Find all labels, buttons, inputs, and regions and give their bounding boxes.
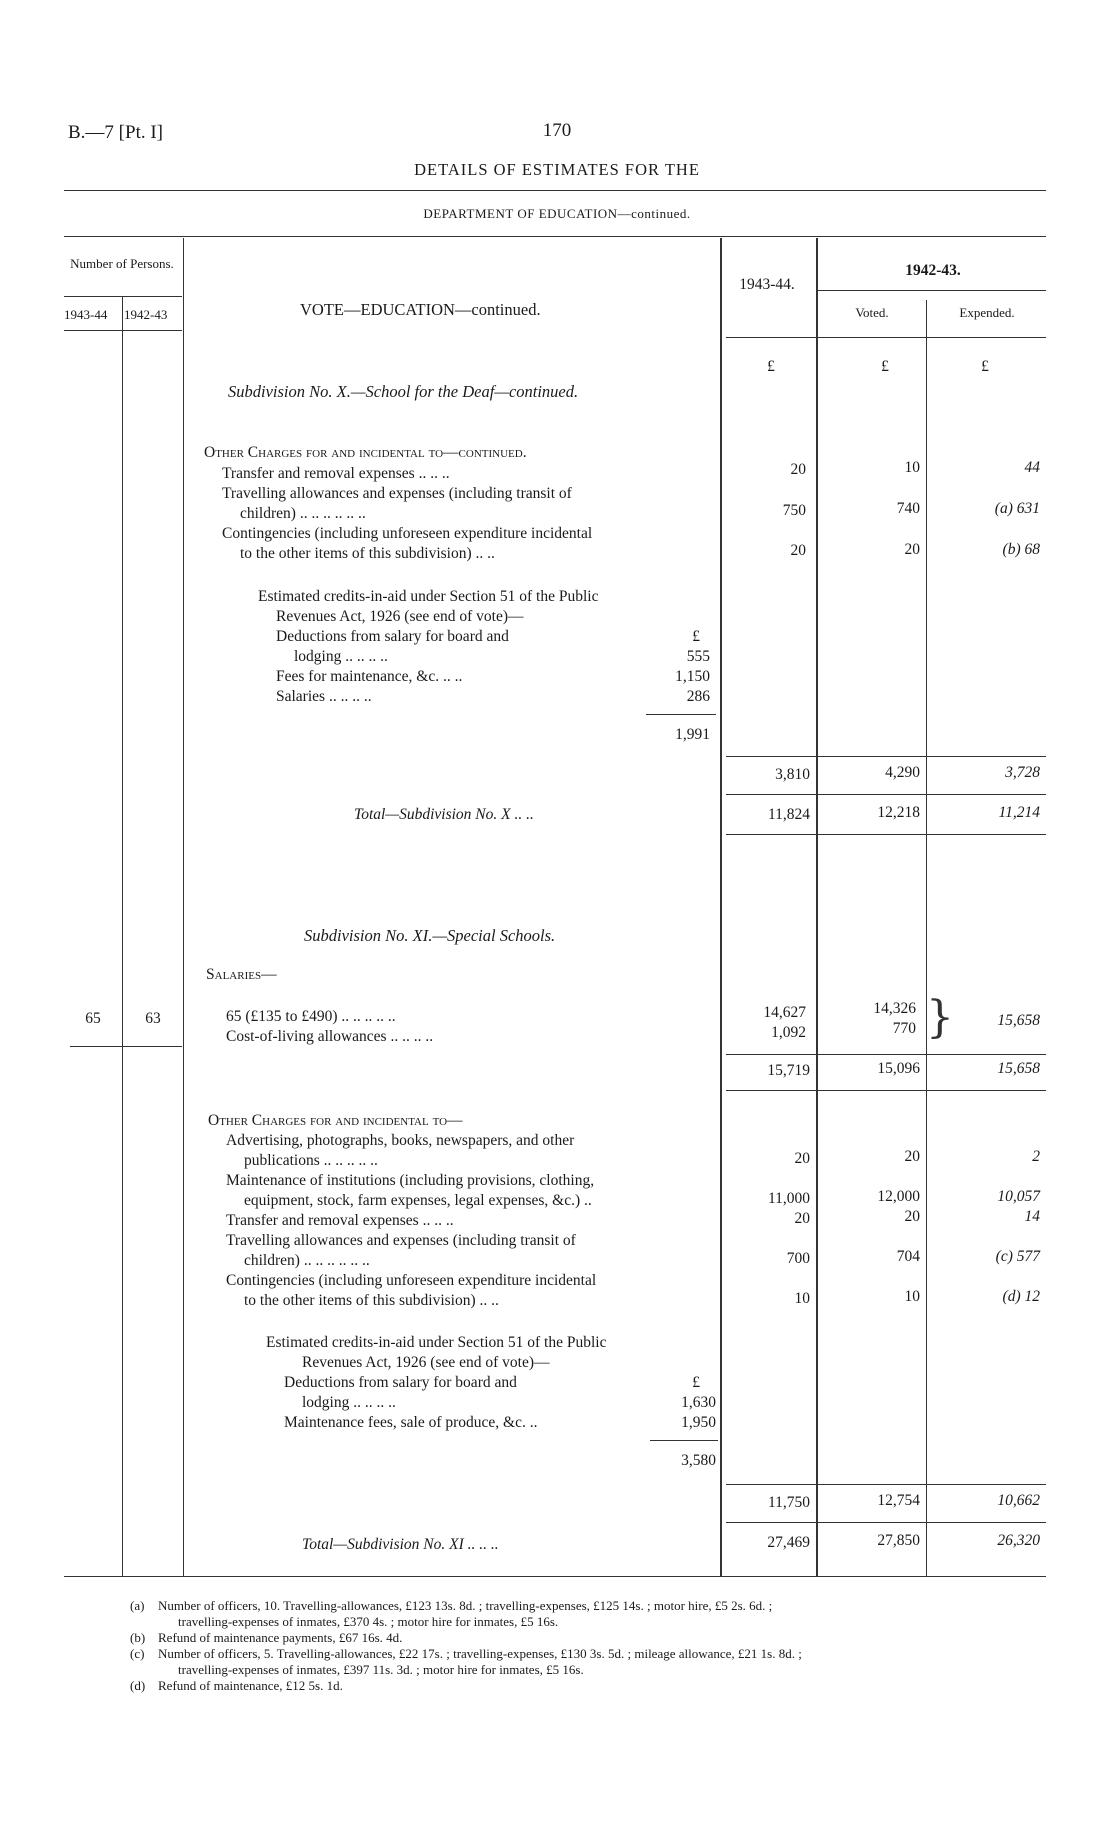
salaries-total-1943: 15,719 xyxy=(767,1062,810,1079)
persons-1943-value: 65 xyxy=(85,1010,101,1027)
year-1943-header: 1943-44. xyxy=(739,276,795,293)
brace-icon: } xyxy=(926,992,954,1043)
salary-item: 65 (£135 to £490) .. .. .. .. .. xyxy=(226,1008,396,1025)
pound-voted: £ xyxy=(881,358,889,375)
amount-expended: 10,057 xyxy=(997,1188,1040,1205)
credit-item: Maintenance fees, sale of produce, &c. .. xyxy=(284,1414,538,1431)
amount-1943: 700 xyxy=(786,1250,810,1267)
amount-1943: 14,627 xyxy=(763,1004,806,1021)
credit-amount: 1,950 xyxy=(681,1414,716,1431)
total-rule xyxy=(726,794,1046,795)
list-item: Advertising, photographs, books, newspapers, and other xyxy=(226,1132,575,1149)
vote-title: VOTE—EDUCATION—continued. xyxy=(300,300,541,319)
amount-1943: 20 xyxy=(790,542,806,559)
total-1943: 11,824 xyxy=(767,806,810,823)
list-item: publications .. .. .. .. .. xyxy=(244,1152,378,1169)
footnote-text: Number of officers, 5. Travelling-allowances, £22 17s. ; travelling-expenses, £130 3s. 5d. ; mileage allowance, £21 1s. 8d. ; xyxy=(158,1646,802,1661)
salaries-total-rule xyxy=(726,1054,1046,1055)
page-number: 170 xyxy=(542,120,572,141)
credit-item: lodging .. .. .. .. xyxy=(302,1394,396,1411)
amount-voted: 20 xyxy=(904,1148,920,1165)
list-item: equipment, stock, farm expenses, legal expenses, &c.) .. xyxy=(244,1192,592,1209)
footnote-text: travelling-expenses of inmates, £370 4s. ; motor hire for inmates, £5 16s. xyxy=(178,1614,559,1629)
credit-item: Fees for maintenance, &c. .. .. xyxy=(276,668,463,685)
persons-divider xyxy=(122,296,123,1576)
salary-item: Cost-of-living allowances .. .. .. .. xyxy=(226,1028,434,1045)
footnote-mark: (d) xyxy=(130,1678,146,1693)
amount-voted: 10 xyxy=(904,1288,920,1305)
subdivision-x-other-charges: Other Charges for and incidental to—continued. xyxy=(204,444,527,461)
amount-voted: 740 xyxy=(896,500,920,517)
header-rule xyxy=(64,190,1046,191)
credits-total-rule xyxy=(646,714,716,715)
list-item: Contingencies (including unforeseen expenditure incidental xyxy=(226,1272,597,1289)
total-voted: 27,850 xyxy=(877,1532,920,1549)
description-left-rule xyxy=(183,238,184,1576)
amount-expended: 14 xyxy=(1024,1208,1040,1225)
voted-header: Voted. xyxy=(855,305,889,320)
amount-1943: 11,000 xyxy=(767,1190,810,1207)
total-expended: 11,214 xyxy=(998,804,1040,821)
salaries-total-expended: 15,658 xyxy=(997,1060,1040,1077)
list-item: Transfer and removal expenses .. .. .. xyxy=(226,1212,454,1229)
amount-1943: 20 xyxy=(794,1150,810,1167)
amount-voted: 14,326 xyxy=(873,1000,916,1017)
credit-item: Deductions from salary for board and xyxy=(284,1374,517,1391)
amount-expended: (d) 12 xyxy=(1002,1288,1040,1305)
document-reference: B.—7 [Pt. I] xyxy=(68,122,163,143)
subdivision-xi-heading: Subdivision No. XI.—Special Schools. xyxy=(304,926,556,945)
list-item: children) .. .. .. .. .. .. xyxy=(244,1252,370,1269)
list-item: Travelling allowances and expenses (including transit of xyxy=(222,485,572,502)
amount-1943: 750 xyxy=(782,502,806,519)
footnote-mark: (b) xyxy=(130,1630,146,1645)
year-1942-rule xyxy=(818,290,1046,291)
total-bottom-rule xyxy=(726,834,1046,835)
subtotal-expended: 3,728 xyxy=(1005,764,1040,781)
subdivision-xi-other-charges: Other Charges for and incidental to— xyxy=(208,1112,463,1129)
voted-expended-divider xyxy=(926,300,927,1576)
amount-voted: 770 xyxy=(892,1020,916,1037)
credits-heading: Revenues Act, 1926 (see end of vote)— xyxy=(276,608,524,625)
amount-voted: 20 xyxy=(904,1208,920,1225)
amount-voted: 20 xyxy=(904,541,920,558)
amount-expended: 2 xyxy=(1032,1148,1040,1165)
number-of-persons-header: Number of Persons. xyxy=(70,256,174,271)
list-item: children) .. .. .. .. .. .. xyxy=(240,505,366,522)
persons-1943-header: 1943-44 xyxy=(64,307,108,322)
amount-expended: (a) 631 xyxy=(994,500,1040,517)
amount-1943: 10 xyxy=(794,1290,810,1307)
credits-total: 3,580 xyxy=(681,1452,716,1469)
list-item: to the other items of this subdivision) .. .. xyxy=(240,545,495,562)
amount-1943-left-rule xyxy=(720,238,722,1576)
footnote-text: travelling-expenses of inmates, £397 11s. 3d. ; motor hire for inmates, £5 16s. xyxy=(178,1662,584,1677)
footnote-text: Number of officers, 10. Travelling-allowances, £123 13s. 8d. ; travelling-expenses, £125 14s. ; motor hire, £5 2s. 6d. ; xyxy=(158,1598,773,1613)
persons-header-rule xyxy=(64,296,182,297)
footnote-mark: (a) xyxy=(130,1598,145,1613)
total-expended: 26,320 xyxy=(997,1532,1040,1549)
page-title: DETAILS OF ESTIMATES FOR THE xyxy=(414,160,700,179)
credits-heading: Estimated credits-in-aid under Section 51 of the Public xyxy=(266,1334,607,1351)
column-header-bottom-rule xyxy=(726,337,1046,338)
credits-total: 1,991 xyxy=(675,726,710,743)
expended-header: Expended. xyxy=(959,305,1015,320)
subtotal-rule xyxy=(726,1484,1046,1485)
amount-1943-right-rule xyxy=(816,238,818,1576)
list-item: Maintenance of institutions (including provisions, clothing, xyxy=(226,1172,595,1189)
persons-total-rule xyxy=(70,1046,182,1047)
credits-heading: Estimated credits-in-aid under Section 51 of the Public xyxy=(258,588,599,605)
credits-total-rule xyxy=(650,1440,718,1441)
credits-heading: Revenues Act, 1926 (see end of vote)— xyxy=(302,1354,550,1371)
amount-expended: (c) 577 xyxy=(995,1248,1040,1265)
amount-voted: 704 xyxy=(896,1248,920,1265)
amount-expended: (b) 68 xyxy=(1002,541,1040,558)
credit-item: lodging .. .. .. .. xyxy=(294,648,388,665)
credit-item: Deductions from salary for board and xyxy=(276,628,509,645)
credit-amount: 1,630 xyxy=(681,1394,716,1411)
persons-1942-value: 63 xyxy=(145,1010,161,1027)
salaries-total-bottom-rule xyxy=(726,1090,1046,1091)
credit-amount: 286 xyxy=(686,688,710,705)
salaries-expended: 15,658 xyxy=(997,1012,1040,1029)
subtotal-expended: 10,662 xyxy=(997,1492,1040,1509)
subtotal-1943: 3,810 xyxy=(775,766,810,783)
table-bottom-rule xyxy=(64,1576,1046,1577)
credits-pound: £ xyxy=(692,1374,700,1391)
amount-expended: 44 xyxy=(1024,459,1040,476)
year-1942-header: 1942-43. xyxy=(905,262,961,279)
amount-voted: 12,000 xyxy=(877,1188,920,1205)
subtotal-rule xyxy=(726,756,1046,757)
total-label: Total—Subdivision No. X .. .. xyxy=(354,806,534,823)
table-top-rule xyxy=(64,236,1046,237)
amount-1943: 1,092 xyxy=(771,1024,806,1041)
department-title: DEPARTMENT OF EDUCATION—continued. xyxy=(423,206,691,221)
credits-pound: £ xyxy=(692,628,700,645)
subtotal-1943: 11,750 xyxy=(767,1494,810,1511)
amount-voted: 10 xyxy=(904,459,920,476)
list-item: Travelling allowances and expenses (including transit of xyxy=(226,1232,576,1249)
list-item: Contingencies (including unforeseen expenditure incidental xyxy=(222,525,593,542)
subtotal-voted: 4,290 xyxy=(885,764,920,781)
list-item: Transfer and removal expenses .. .. .. xyxy=(222,465,450,482)
footnote-text: Refund of maintenance, £12 5s. 1d. xyxy=(158,1678,343,1693)
total-label: Total—Subdivision No. XI .. .. .. xyxy=(302,1536,499,1553)
total-1943: 27,469 xyxy=(767,1534,810,1551)
credit-item: Salaries .. .. .. .. xyxy=(276,688,372,705)
footnote-text: Refund of maintenance payments, £67 16s. 4d. xyxy=(158,1630,403,1645)
persons-header-bottom-rule xyxy=(64,330,182,331)
pound-1943: £ xyxy=(767,358,775,375)
salaries-heading: Salaries— xyxy=(206,966,277,983)
total-rule xyxy=(726,1522,1046,1523)
salaries-total-voted: 15,096 xyxy=(877,1060,920,1077)
credit-amount: 555 xyxy=(686,648,710,665)
total-voted: 12,218 xyxy=(877,804,920,821)
footnote-mark: (c) xyxy=(130,1646,145,1661)
subtotal-voted: 12,754 xyxy=(877,1492,920,1509)
persons-1942-header: 1942-43 xyxy=(124,307,168,322)
credit-amount: 1,150 xyxy=(675,668,710,685)
amount-1943: 20 xyxy=(790,461,806,478)
subdivision-x-heading: Subdivision No. X.—School for the Deaf—continued. xyxy=(228,382,579,401)
pound-expended: £ xyxy=(981,358,989,375)
list-item: to the other items of this subdivision) .. .. xyxy=(244,1292,499,1309)
amount-1943: 20 xyxy=(794,1210,810,1227)
